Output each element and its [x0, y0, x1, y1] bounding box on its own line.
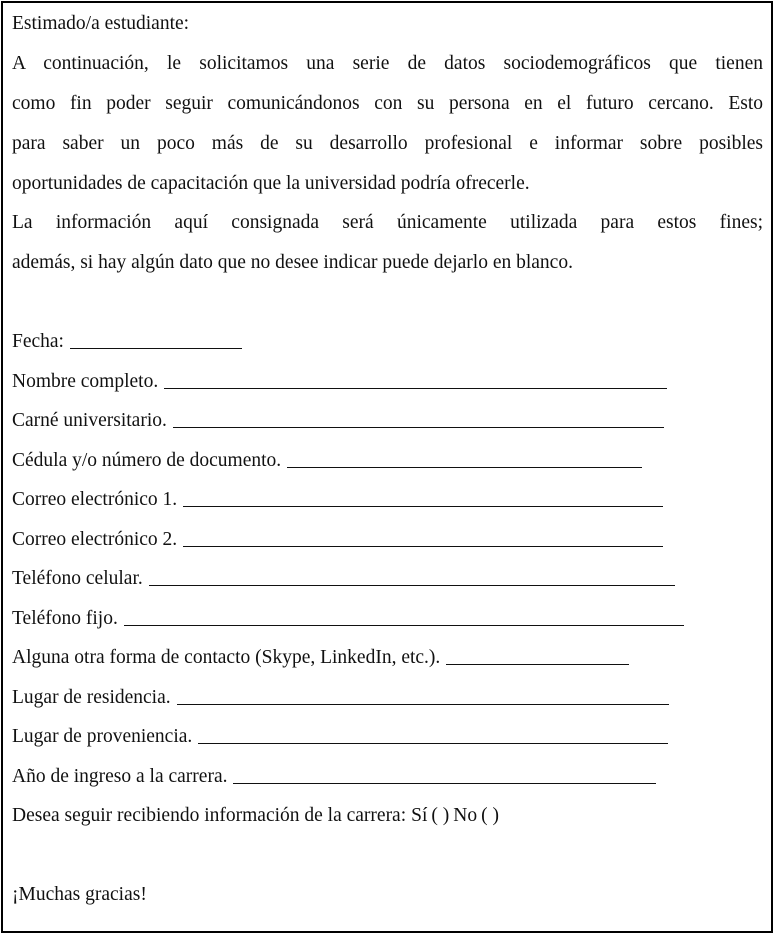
greeting: Estimado/a estudiante:	[12, 13, 190, 34]
proveniencia-input-line[interactable]	[198, 742, 668, 744]
intro-line-1: A continuación, le solicitamos una serie de datos sociodemográficos que tienen	[12, 53, 763, 74]
privacy-line-1: La información aquí consignada será únicamente utilizada para estos fines;	[12, 212, 763, 233]
celular-input-line[interactable]	[149, 584, 675, 586]
nombre-input-line[interactable]	[164, 387, 667, 389]
anio-ingreso-input-line[interactable]	[233, 782, 656, 784]
field-label: Cédula y/o número de documento.	[12, 450, 282, 471]
consent-question-row	[12, 796, 499, 836]
field-label: Teléfono fijo.	[12, 608, 118, 629]
otro-contacto-input-line[interactable]	[446, 663, 629, 665]
correo-2-input-line[interactable]	[183, 545, 663, 547]
field-carne	[12, 401, 664, 441]
field-label: Lugar de proveniencia.	[12, 726, 193, 747]
field-telefono-celular	[12, 559, 675, 599]
intro-line-2: como fin poder seguir comunicándonos con su persona en el futuro cercano. Esto	[12, 93, 763, 114]
field-cedula	[12, 441, 642, 481]
field-telefono-fijo	[12, 599, 684, 639]
yes-checkbox[interactable]: ( )	[431, 805, 450, 826]
field-otra-forma-contacto	[12, 638, 629, 678]
field-nombre-completo	[12, 362, 667, 402]
field-label: Carné universitario.	[12, 410, 167, 431]
field-lugar-proveniencia	[12, 717, 668, 757]
field-label: Fecha:	[12, 331, 64, 352]
field-fecha	[12, 322, 242, 362]
field-lugar-residencia	[12, 678, 669, 718]
field-anio-ingreso	[12, 757, 656, 797]
field-label: Correo electrónico 2.	[12, 529, 178, 550]
fijo-input-line[interactable]	[124, 624, 684, 626]
yes-label: Sí	[411, 805, 428, 826]
closing-thanks: ¡Muchas gracias!	[12, 884, 147, 905]
fecha-input-line[interactable]	[70, 347, 242, 349]
residencia-input-line[interactable]	[177, 703, 669, 705]
field-label: Alguna otra forma de contacto (Skype, LinkedIn, etc.).	[12, 647, 441, 668]
intro-line-4: oportunidades de capacitación que la universidad podría ofrecerle.	[12, 173, 530, 194]
field-label: Teléfono celular.	[12, 568, 143, 589]
consent-question: Desea seguir recibiendo información de la carrera:	[12, 805, 407, 826]
field-correo-2	[12, 520, 663, 560]
no-checkbox[interactable]: ( )	[481, 805, 499, 826]
no-label: No	[453, 805, 478, 826]
carne-input-line[interactable]	[173, 426, 664, 428]
correo-1-input-line[interactable]	[183, 505, 663, 507]
field-label: Nombre completo.	[12, 371, 159, 392]
field-label: Correo electrónico 1.	[12, 489, 178, 510]
privacy-line-2: además, si hay algún dato que no desee indicar puede dejarlo en blanco.	[12, 252, 573, 273]
cedula-input-line[interactable]	[287, 466, 642, 468]
field-label: Lugar de residencia.	[12, 687, 171, 708]
intro-line-3: para saber un poco más de su desarrollo profesional e informar sobre posibles	[12, 133, 763, 154]
field-label: Año de ingreso a la carrera.	[12, 766, 228, 787]
field-correo-1	[12, 480, 663, 520]
